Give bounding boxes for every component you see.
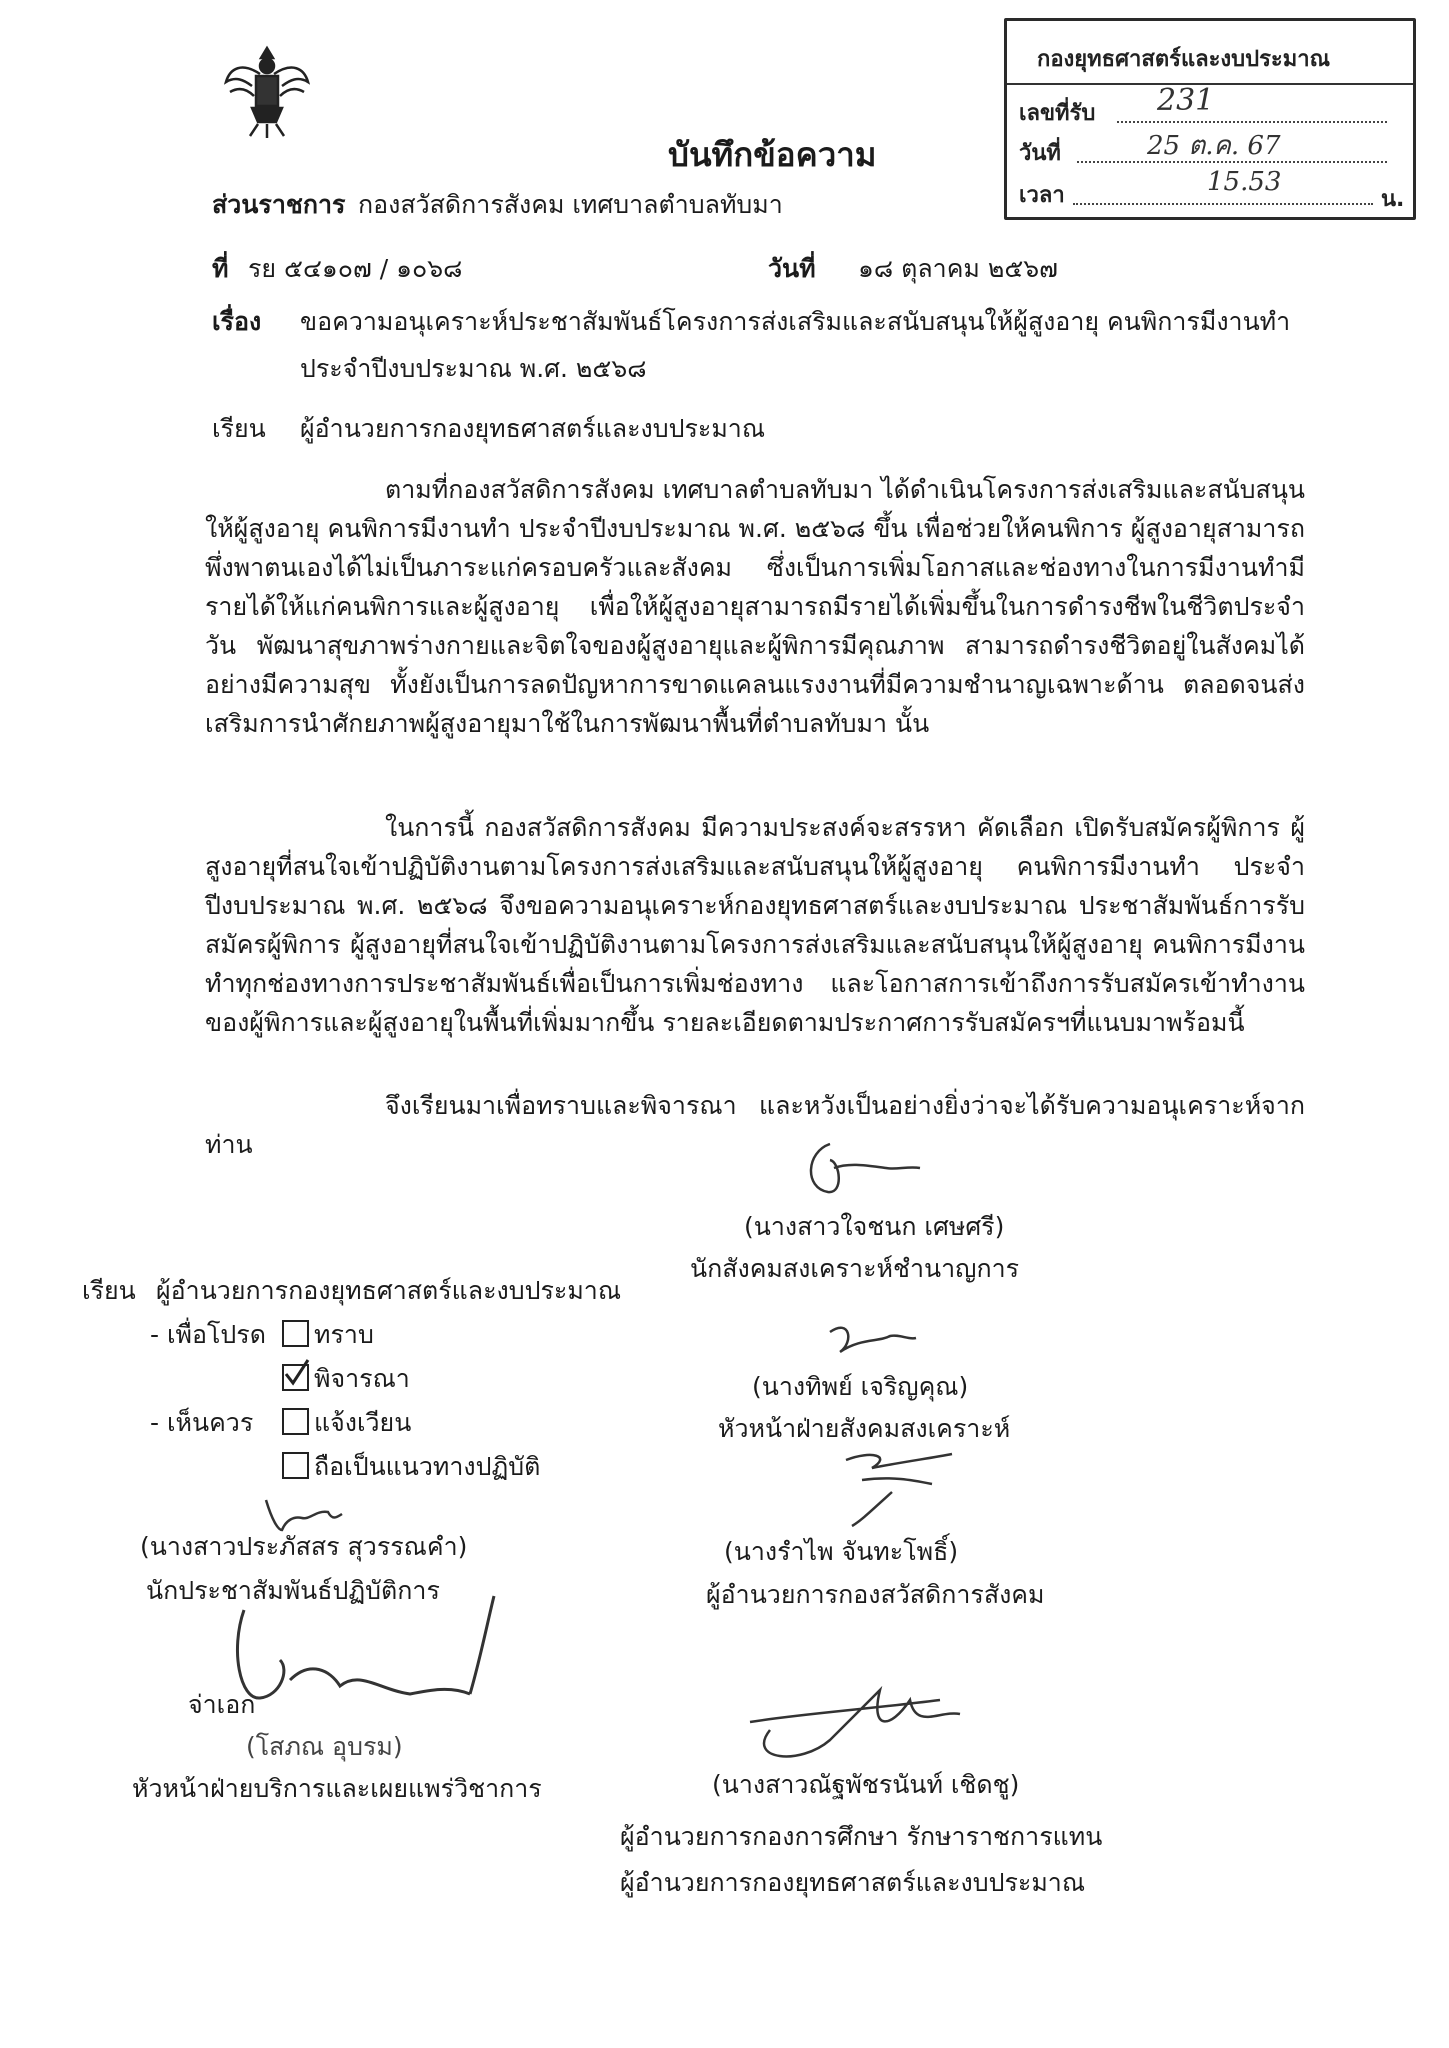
signer-4-title-2: ผู้อำนวยการกองยุทธศาสตร์และงบประมาณ (620, 1868, 1086, 1897)
checkbox-consider[interactable] (282, 1364, 309, 1391)
stamp-org: กองยุทธศาสตร์และงบประมาณ (1037, 47, 1330, 72)
signer-2-title: หัวหน้าฝ่ายสังคมสงเคราะห์ (718, 1414, 1011, 1443)
subject-label: เรื่อง (212, 307, 262, 336)
routing-signer-1-name: (นางสาวประภัสสร สุวรรณคำ) (140, 1532, 468, 1561)
stamp-receipt-no: 231 (1157, 83, 1215, 118)
garuda-emblem (222, 42, 312, 142)
stamp-date-value: 25 ต.ค. 67 (1147, 131, 1281, 161)
checkbox-acknowledge[interactable] (282, 1320, 309, 1347)
routing-signer-2-rank: จ่าเอก (188, 1690, 256, 1719)
stamp-time-suffix: น. (1381, 187, 1405, 212)
option-guideline-label: ถือเป็นแนวทางปฏิบัติ (314, 1452, 541, 1481)
signature-1 (800, 1132, 950, 1202)
document-title: บันทึกข้อความ (668, 135, 877, 174)
subject-line-1: ขอความอนุเคราะห์ประชาสัมพันธ์โครงการส่งเสริมและสนับสนุนให้ผู้สูงอายุ คนพิการมีงานทำ (300, 307, 1291, 336)
signature-routing-2 (220, 1590, 500, 1720)
date-label: วันที่ (768, 254, 816, 283)
routing-salutation-label: เรียน (82, 1276, 136, 1305)
signer-3-title: ผู้อำนวยการกองสวัสดิการสังคม (706, 1580, 1045, 1609)
salutation-label: เรียน (212, 414, 266, 443)
routing-signer-2-title: หัวหน้าฝ่ายบริการและเผยแพร่วิชาการ (132, 1774, 542, 1803)
stamp-time-label: เวลา (1019, 183, 1065, 208)
signer-4-name: (นางสาวณัฐพัชรนันท์ เชิดชู) (712, 1770, 1020, 1799)
signer-2-name: (นางทิพย์ เจริญคุณ) (752, 1372, 969, 1401)
signature-3 (832, 1440, 972, 1530)
agency-value: กองสวัสดิการสังคม เทศบาลตำบลทับมา (358, 190, 783, 219)
check-mark-icon (282, 1358, 312, 1388)
signer-3-name: (นางรำไพ จันทะโพธิ์) (724, 1537, 959, 1566)
checkbox-guideline[interactable] (282, 1452, 309, 1479)
checkbox-circulate[interactable] (282, 1408, 309, 1435)
subject-line-2: ประจำปีงบประมาณ พ.ศ. ๒๕๖๘ (300, 354, 647, 383)
option-consider-label: พิจารณา (314, 1364, 410, 1393)
routing-for-label: - เพื่อโปรด (150, 1320, 266, 1349)
signature-4 (740, 1670, 980, 1780)
stamp-time-value: 15.53 (1207, 167, 1282, 197)
body-paragraph-2: ในการนี้ กองสวัสดิการสังคม มีความประสงค์จะสรรหา คัดเลือก เปิดรับสมัครผู้พิการ ผู้สูงอายุที่สนใจเข้าปฏิบัติงานตามโครงการส่งเสริมและสนับสนุนให้ผู้สูงอายุ คนพิการมีงานทำ ประจำปีงบประมาณ พ.ศ. ๒๕๖๘ จึงขอความอนุเคราะห์กองยุทธศาสตร์และงบประมาณ ประชาสัมพันธ์การรับสมัครผู้พิการ ผู้สูงอายุที่สนใจเข้าปฏิบัติงานตามโครงการส่งเสริมและสนับสนุนให้ผู้สูงอายุ คนพิการมีงานทำทุกช่องทางการประชาสัมพันธ์เพื่อเป็นการเพิ่มช่องทาง และโอกาสการเข้าถึงการรับสมัครเข้าทำงานของผู้พิการและผู้สูงอายุในพื้นที่เพิ่มมากขึ้น รายละเอียดตามประกาศการรับสมัครฯที่แนบมาพร้อมนี้ (205, 813, 1305, 1037)
routing-opinion-label: - เห็นควร (150, 1408, 254, 1437)
ref-label: ที่ (212, 254, 229, 283)
signer-4-title-1: ผู้อำนวยการกองการศึกษา รักษาราชการแทน (620, 1822, 1103, 1851)
option-circulate-label: แจ้งเวียน (314, 1408, 412, 1437)
stamp-receipt-label: เลขที่รับ (1019, 101, 1096, 126)
routing-salutation-value: ผู้อำนวยการกองยุทธศาสตร์และงบประมาณ (156, 1276, 622, 1305)
body-paragraph-1: ตามที่กองสวัสดิการสังคม เทศบาลตำบลทับมา ได้ดำเนินโครงการส่งเสริมและสนับสนุนให้ผู้สูงอายุ คนพิการมีงานทำ ประจำปีงบประมาณ พ.ศ. ๒๕๖๘ ขึ้น เพื่อช่วยให้คนพิการ ผู้สูงอายุสามารถพึ่งพาตนเองได้ไม่เป็นภาระแก่ครอบครัวและสังคม ซึ่งเป็นการเพิ่มโอกาสและช่องทางในการมีงานทำมีรายได้ให้แก่คนพิการและผู้สูงอายุ เพื่อให้ผู้สูงอายุสามารถมีรายได้เพิ่มขึ้นในการดำรงชีพในชีวิตประจำวัน พัฒนาสุขภาพร่างกายและจิตใจของผู้สูงอายุและผู้พิการมีคุณภาพ สามารถดำรงชีวิตอยู่ในสังคมได้อย่างมีความสุข ทั้งยังเป็นการลดปัญหาการขาดแคลนแรงงานที่มีความชำนาญเฉพาะด้าน ตลอดจนส่งเสริมการนำศักยภาพผู้สูงอายุมาใช้ในการพัฒนาพื้นที่ตำบลทับมา นั้น (205, 475, 1305, 738)
signer-1-title: นักสังคมสงเคราะห์ชำนาญการ (690, 1254, 1020, 1283)
receipt-stamp (1004, 18, 1416, 220)
option-acknowledge-label: ทราบ (314, 1320, 374, 1349)
ref-value: รย ๕๔๑๐๗ / ๑๐๖๘ (248, 254, 463, 283)
stamp-receipt-dots (1117, 121, 1387, 123)
stamp-time-dots (1073, 203, 1373, 205)
routing-signer-2-name: (โสภณ อุบรม) (246, 1732, 403, 1761)
body-paragraph-3: จึงเรียนมาเพื่อทราบและพิจารณา และหวังเป็นอย่างยิ่งว่าจะได้รับความอนุเคราะห์จากท่าน (205, 1091, 1305, 1159)
routing-signer-1-title: นักประชาสัมพันธ์ปฏิบัติการ (146, 1576, 440, 1605)
signature-2 (820, 1312, 930, 1372)
date-value: ๑๘ ตุลาคม ๒๕๖๗ (858, 254, 1058, 283)
salutation-value: ผู้อำนวยการกองยุทธศาสตร์และงบประมาณ (300, 414, 766, 443)
stamp-date-label: วันที่ (1019, 141, 1061, 166)
agency-label: ส่วนราชการ (212, 190, 346, 219)
signer-1-name: (นางสาวใจชนก เศษศรี) (744, 1212, 1005, 1241)
